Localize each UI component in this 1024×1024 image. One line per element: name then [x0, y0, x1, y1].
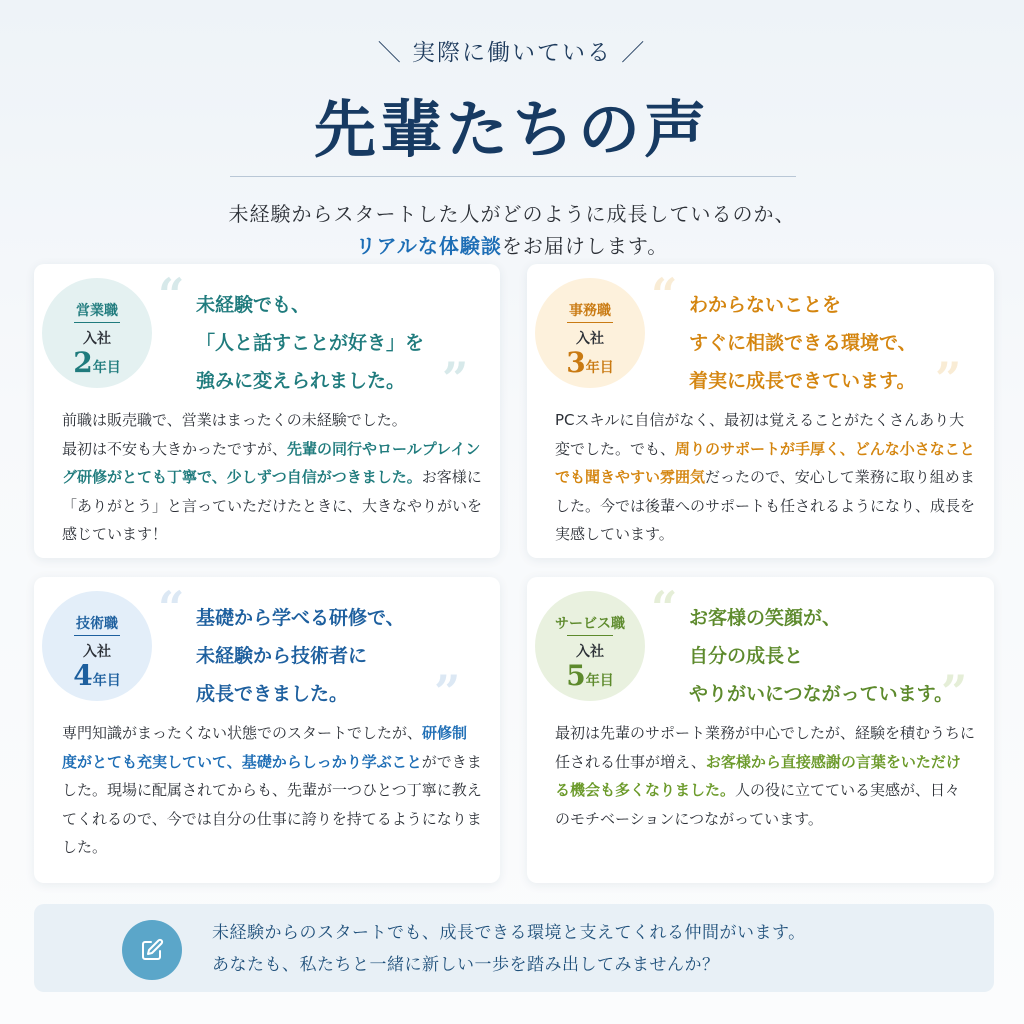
body-segment: 専門知識がまったくない状態でのスタートでしたが、 — [62, 724, 423, 742]
card-headline — [196, 286, 424, 400]
close-quote-icon: ” — [442, 352, 469, 406]
footer-message-box — [34, 904, 994, 992]
lead-highlight: リアルな体験談 — [355, 234, 502, 258]
badge-years-unit: 年目 — [585, 673, 614, 689]
footer-line-1: 未経験からのスタートでも、成長できる環境と支えてくれる仲間がいます。 — [212, 923, 806, 943]
body-segment: 最初は不安も大きかったですが、 — [62, 439, 288, 458]
badge-years — [535, 659, 645, 692]
headline-line: 強みに変えられました。 — [196, 370, 406, 392]
badge-join: 入社 — [576, 644, 604, 660]
footer-line-2: あなたも、私たちと一緒に新しい一歩を踏み出してみませんか？ — [212, 955, 720, 975]
body-segment: 最初は先輩のサポート業務が中心でしたが、経験を積むうちに任される仕事が増え、 — [555, 724, 976, 771]
body-segment: PCスキルに自信がなく、最初は覚えることがたくさんあり大変でした。でも、 — [555, 411, 965, 458]
testimonial-card-office — [527, 264, 994, 558]
body-segment: お客様に「ありがとう」と言っていただけたときに、大きなやりがいを感じています！ — [62, 468, 483, 543]
badge-years-unit: 年目 — [92, 673, 121, 689]
badge-years-unit: 年目 — [92, 360, 121, 376]
close-quote-icon: ” — [434, 665, 461, 719]
badge-join: 入社 — [576, 331, 604, 347]
badge-years-number: 4 — [73, 659, 93, 692]
headline-line: 未経験でも、 — [196, 294, 311, 316]
lead-line-1: 未経験からスタートした人がどのように成長しているのか、 — [228, 202, 796, 226]
headline-line: 自分の成長と — [689, 645, 804, 667]
body-highlight: 周りのサポートが手厚く、どんな小さなことでも聞きやすい雰囲気 — [555, 439, 975, 486]
open-quote-icon: “ — [651, 268, 678, 322]
headline-line: 着実に成長できています。 — [689, 370, 916, 392]
body-highlight: 先輩の同行やロールプレイング研修がとても丁寧で、少しずつ自信がつきました。 — [62, 439, 481, 486]
lead-rest: をお届けします。 — [501, 234, 669, 258]
card-body — [555, 719, 975, 833]
badge-divider — [567, 635, 613, 636]
title-divider — [230, 176, 796, 177]
testimonial-card-sales — [34, 264, 500, 558]
headline-line: 「人と話すことが好き」を — [196, 332, 425, 354]
close-quote-icon: ” — [941, 665, 968, 719]
badge-years — [42, 346, 152, 379]
body-segment: 人の役に立てている実感が、日々のモチベーションにつながっています。 — [555, 781, 961, 828]
badge-circle — [42, 591, 152, 701]
body-highlight: 研修制度がとても充実していて、基礎からしっかり学ぶこと — [62, 724, 468, 771]
page-title: 先輩たちの声 — [313, 93, 710, 166]
edit-icon — [122, 920, 182, 980]
headline-line: やりがいにつながっています。 — [689, 683, 954, 705]
badge-job: 営業職 — [76, 303, 118, 319]
badge-join: 入社 — [83, 644, 111, 660]
body-segment: ができました。現場に配属されてからも、先輩が一つひとつ丁寧に教えてくれるので、今では自分の仕事に誇りを持てるようになりました。 — [62, 752, 482, 856]
open-quote-icon: “ — [158, 581, 185, 635]
open-quote-icon: “ — [651, 581, 678, 635]
badge-years — [535, 346, 645, 379]
badge-years-number: 5 — [566, 659, 586, 692]
header-kicker: ＼ 実際に働いている ／ — [377, 40, 647, 66]
badge-job: サービス職 — [555, 616, 625, 632]
headline-line: お客様の笑顔が、 — [689, 607, 842, 629]
card-body — [62, 406, 482, 549]
headline-line: わからないことを — [689, 294, 842, 316]
headline-line: 基礎から学べる研修で、 — [196, 607, 405, 629]
lead-line-2 — [0, 230, 1024, 259]
testimonial-card-service — [527, 577, 994, 883]
close-quote-icon: ” — [935, 352, 962, 406]
card-headline — [689, 599, 953, 713]
headline-line: 成長できました。 — [196, 683, 349, 705]
body-highlight: お客様から直接感謝の言葉をいただける機会も多くなりました。 — [555, 752, 961, 799]
badge-circle — [535, 591, 645, 701]
badge-job: 技術職 — [76, 616, 118, 632]
card-body — [555, 406, 975, 549]
card-headline — [689, 286, 917, 400]
badge-divider — [567, 322, 613, 323]
badge-divider — [74, 635, 120, 636]
badge-circle — [42, 278, 152, 388]
headline-line: すぐに相談できる環境で、 — [689, 332, 917, 354]
badge-years-number: 3 — [566, 346, 586, 379]
headline-line: 未経験から技術者に — [196, 645, 368, 667]
badge-years-number: 2 — [73, 346, 93, 379]
badge-years-unit: 年目 — [585, 360, 614, 376]
badge-divider — [74, 322, 120, 323]
badge-years — [42, 659, 152, 692]
card-headline — [196, 599, 405, 713]
body-segment: だったので、安心して業務に取り組めました。今では後輩へのサポートも任されるようになり、成長を実感しています。 — [555, 468, 976, 543]
badge-circle — [535, 278, 645, 388]
badge-job: 事務職 — [569, 303, 611, 319]
badge-join: 入社 — [83, 331, 111, 347]
card-body — [62, 719, 482, 862]
body-segment: 前職は販売職で、営業はまったくの未経験でした。 — [62, 411, 407, 429]
testimonial-card-technical — [34, 577, 500, 883]
open-quote-icon: “ — [158, 268, 185, 322]
